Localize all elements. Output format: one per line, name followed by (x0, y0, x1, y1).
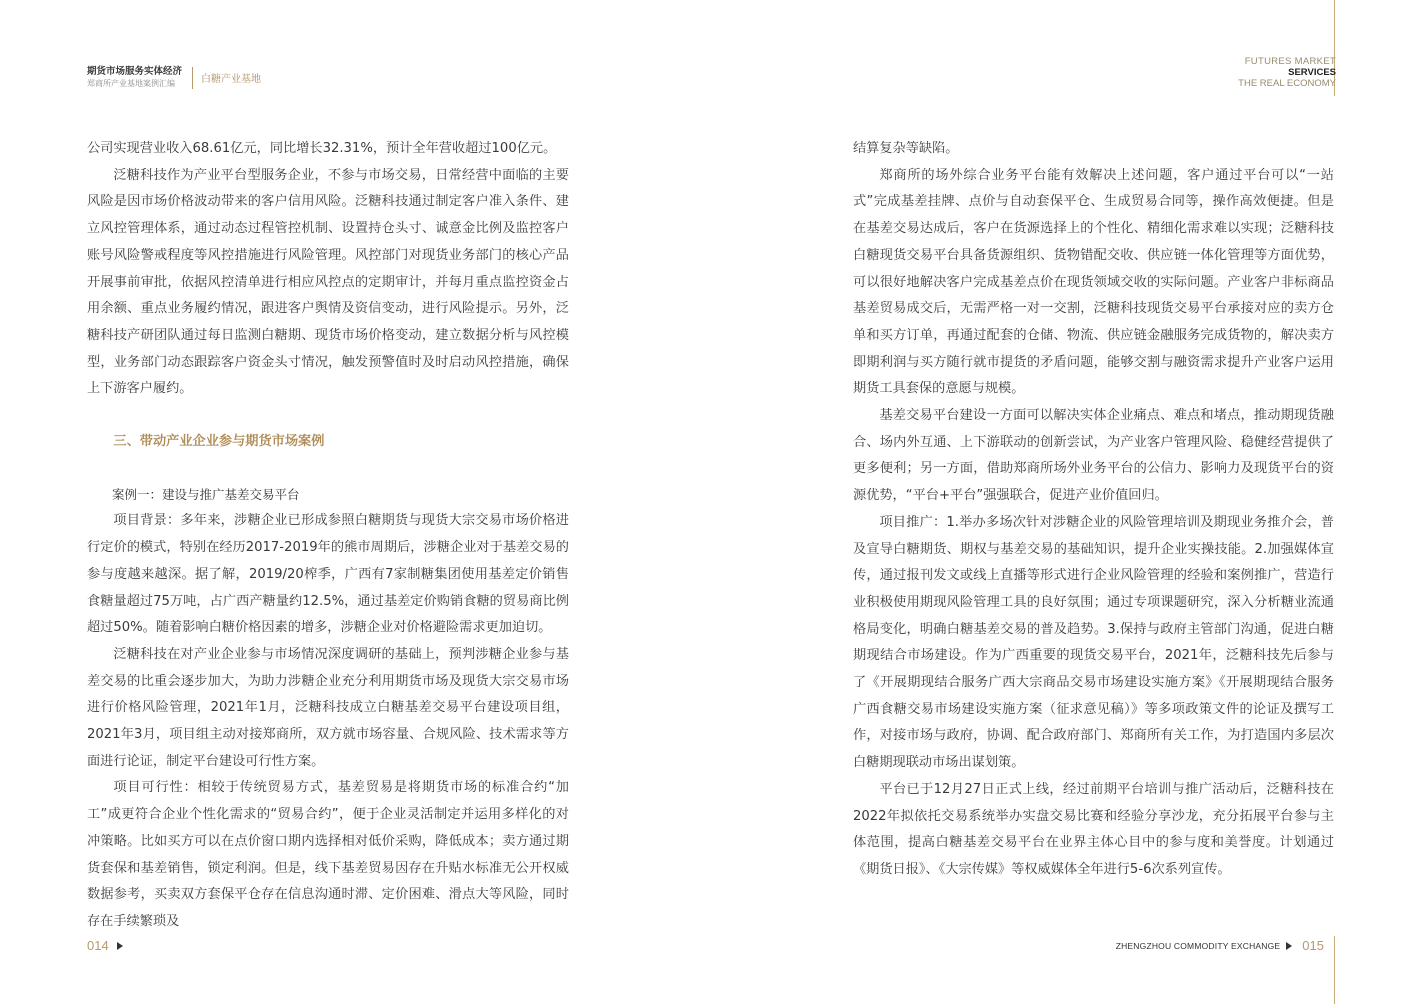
paragraph: 项目推广：1.举办多场次针对涉糖企业的风险管理培训及期现业务推介会，普及宣导白糖期货、期权与基差交易的基础知识，提升企业实操技能。2.加强媒体宣传，通过报刊发文或线上直播等形式进行企业风险管理的经验和案例推广，营造行业积极使用期现风险管理工具的良好氛围；通过专项课题研究，深入分析糖业流通格局变化，明确白糖基差交易的普及趋势。3.保持与政府主管部门沟通，促进白糖期现结合市场建设。作为广西重要的现货交易平台，2021年，泛糖科技先后参与了《开展期现结合服务广西大宗商品交易市场建设实施方案》《开展期现结合服务广西食糖交易市场建设实施方案（征求意见稿）》等多项政策文件的论证及撰写工作，对接市场与政府，协调、配合政府部门、郑商所有关工作，为打造国内多层次白糖期现联动市场出谋划策。 (853, 514, 1334, 771)
brand-subtitle: 郑商所产业基地案例汇编 (87, 79, 175, 88)
section-label: 白糖产业基地 (201, 74, 262, 85)
footer-right (1116, 938, 1324, 953)
case-title: 案例一：建设与推广基差交易平台 (112, 486, 300, 502)
paragraph: 结算复杂等缺陷。 (853, 141, 959, 156)
paragraph: 泛糖科技作为产业平台型服务企业，不参与市场交易，日常经营中面临的主要风险是因市场价格波动带来的客户信用风险。泛糖科技通过制定客户准入条件、建立风控管理体系，通过动态过程管控机制、设置持仓头寸、诚意金比例及监控客户账号风险警戒程度等风控措施进行风险管理。风控部门对现货业务部门的核心产品开展事前审批，依据风控清单进行相应风控点的定期审计，并每月重点监控资金占用余额、重点业务履约情况，跟进客户舆情及资信变动，进行风险提示。另外，泛糖科技产研团队通过每日监测白糖期、现货市场价格变动，建立数据分析与风控模型，业务部门动态跟踪客户资金头寸情况，触发预警值时及时启动风控措施，确保上下游客户履约。 (87, 167, 569, 397)
triangle-right-icon (117, 942, 123, 950)
bottom-rule (1334, 936, 1335, 1004)
paragraph: 项目背景：多年来，涉糖企业已形成参照白糖期货与现货大宗交易市场价格进行定价的模式，特别在经历2017-2019年的熊市周期后，涉糖企业对于基差交易的参与度越来越深。据了解，2019/20榨季，广西有7家制糖集团使用基差定价销售食糖量超过75万吨，占广西产糖量约12.5%，通过基差定价购销食糖的贸易商比例超过50%。随着影响白糖价格因素的增多，涉糖企业对价格避险需求更加迫切。 (87, 513, 569, 636)
header-line-1: FUTURES MARKET (1244, 56, 1336, 67)
header-line-3: THE REAL ECONOMY (1238, 78, 1336, 89)
paragraph: 泛糖科技在对产业企业参与市场情况深度调研的基础上，预判涉糖企业参与基差交易的比重会逐步加大，为助力涉糖企业充分利用期货市场及现货大宗交易市场进行价格风险管理，2021年1月，泛糖科技成立白糖基差交易平台建设项目组，2021年3月，项目组主动对接郑商所，双方就市场容量、合规风险、技术需求等方面进行论证，制定平台建设可行性方案。 (87, 646, 569, 769)
paragraph: 郑商所的场外综合业务平台能有效解决上述问题，客户通过平台可以“一站式”完成基差挂牌、点价与自动套保平仓、生成贸易合同等，操作高效便捷。但是在基差交易达成后，客户在货源选择上的个性化、精细化需求难以实现；泛糖科技白糖现货交易平台具备货源组织、货物错配交收、供应链一体化管理等方面优势，可以很好地解决客户完成基差点价在现货领域交收的实际问题。产业客户非标商品基差贸易成交后，无需严格一对一交割，泛糖科技现货交易平台承接对应的卖方仓单和买方订单，再通过配套的仓储、物流、供应链金融服务完成货物的，解决卖方即期利润与买方随行就市提货的矛盾问题，能够交割与融资需求提升产业客户运用期货工具套保的意愿与规模。 (853, 167, 1334, 397)
triangle-right-icon (1286, 942, 1292, 950)
header-divider (192, 67, 193, 89)
footer-org: ZHENGZHOU COMMODITY EXCHANGE (1115, 940, 1281, 951)
footer-left (87, 938, 123, 953)
brand-block (87, 66, 182, 89)
section-heading: 三、带动产业企业参与期货市场案例 (113, 434, 325, 450)
brand-title: 期货市场服务实体经济 (87, 66, 183, 77)
paragraph: 项目可行性：相较于传统贸易方式，基差贸易是将期货市场的标准合约“加工”成更符合企业个性化需求的“贸易合约”，便于企业灵活制定并运用多样化的对冲策略。比如买方可以在点价窗口期内选择相对低价采购，降低成本；卖方通过期货套保和基差销售，锁定利润。但是，线下基差贸易因存在升贴水标准无公开权威数据参考，买卖双方套保平仓存在信息沟通时滞、定价困难、滑点大等风险，同时存在手续繁琐及 (87, 780, 569, 929)
running-header-left (87, 66, 261, 89)
paragraph: 公司实现营业收入68.61亿元，同比增长32.31%，预计全年营收超过100亿元。 (87, 141, 557, 156)
page-number: 015 (1302, 938, 1324, 953)
right-page (710, 0, 1420, 1004)
left-body-text (87, 136, 569, 936)
running-header-right (1238, 56, 1336, 89)
paragraph: 基差交易平台建设一方面可以解决实体企业痛点、难点和堵点，推动期现货融合、场内外互通、上下游联动的创新尝试，为产业客户管理风险、稳健经营提供了更多便利；另一方面，借助郑商所场外业务平台的公信力、影响力及现货平台的资源优势，“平台+平台”强强联合，促进产业价值回归。 (853, 408, 1334, 504)
header-line-2: SERVICES (1288, 67, 1336, 78)
right-body-text (853, 136, 1334, 884)
page-number: 014 (87, 938, 109, 953)
paragraph: 平台已于12月27日正式上线，经过前期平台培训与推广活动后，泛糖科技在2022年拟依托交易系统举办实盘交易比赛和经验分享沙龙，充分拓展平台参与主体范围，提高白糖基差交易平台在业界主体心目中的参与度和美誉度。计划通过《期货日报》、《大宗传媒》等权威媒体全年进行5-6次系列宣传。 (853, 781, 1334, 877)
